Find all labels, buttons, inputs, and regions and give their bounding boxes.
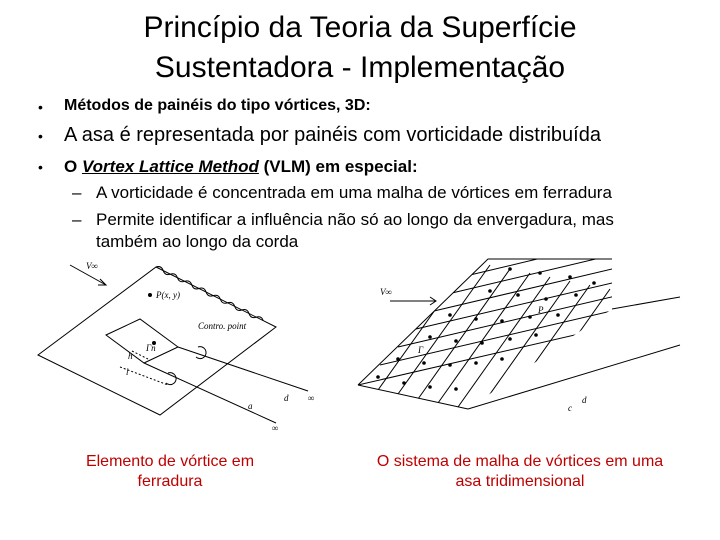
- h-label: h: [128, 351, 133, 361]
- sub-bullet-dash: –: [72, 183, 82, 202]
- trailing-line: [468, 345, 680, 409]
- point-label: P(x, y): [156, 290, 180, 300]
- c-label: c: [568, 403, 572, 413]
- infinity-label-1: ∞: [308, 393, 315, 403]
- horseshoe-panel: [106, 319, 178, 363]
- bullet-marker: •: [38, 159, 43, 175]
- trailing-line: [612, 297, 680, 309]
- sub-bullet-2-line-1: Permite identificar a influência não só ao longo da envergadura, mas: [96, 210, 614, 229]
- sub-bullet-2-line-2: também ao longo da corda: [96, 232, 299, 251]
- circulation-swirl: [196, 347, 206, 359]
- title-line-2: Sustentadora - Implementação: [154, 51, 566, 84]
- sub-bullet-dash: –: [72, 210, 82, 229]
- bullet-marker: •: [38, 99, 43, 115]
- p-label: P: [538, 305, 544, 315]
- bullet-3-prefix: O: [64, 157, 82, 176]
- control-point-label: Contro. point: [198, 321, 247, 331]
- left-figure-caption: [40, 452, 300, 492]
- gamma-label: Γ: [418, 345, 424, 355]
- title-line-1: Princípio da Teoria da Superfície: [143, 11, 577, 44]
- right-caption-line-1: O sistema de malha de vórtices em uma: [376, 453, 664, 470]
- l-label: l: [126, 367, 129, 377]
- lattice-grid: [358, 255, 680, 419]
- d-label: d: [582, 395, 587, 405]
- a-label: a: [248, 401, 253, 411]
- vlm-emphasis: Vortex Lattice Method: [81, 157, 259, 176]
- bullet-1-text: Métodos de painéis do tipo vórtices, 3D:: [64, 97, 371, 114]
- control-points: [376, 267, 596, 391]
- trailing-vortex-leg: [178, 347, 308, 391]
- wing-root-edge: [358, 385, 468, 409]
- bullet-3-text: [64, 157, 418, 177]
- left-caption-line-1: Elemento de vórtice em: [85, 453, 255, 470]
- bullet-2-text: A asa é representada por painéis com vorticidade distribuída: [64, 124, 601, 146]
- right-caption-line-2: asa tridimensional: [455, 473, 585, 490]
- infinity-label-2: ∞: [272, 423, 279, 433]
- bullet-3-suffix: (VLM) em especial:: [258, 157, 418, 176]
- vinf-label: V∞: [380, 287, 392, 297]
- trailing-vortex-leg: [144, 363, 276, 423]
- sub-bullet-1-text: A vorticidade é concentrada em uma malha de vórtices em ferradura: [96, 183, 612, 202]
- slide-title: [0, 8, 720, 88]
- field-point: [148, 293, 152, 297]
- gamma-label: Γn: [146, 343, 156, 353]
- horseshoe-vortex-figure: [28, 255, 328, 435]
- right-figure-caption: [340, 452, 700, 492]
- vinf-label: V∞: [86, 261, 98, 271]
- d-label: d: [284, 393, 289, 403]
- left-caption-line-2: ferradura: [137, 473, 203, 490]
- freestream-arrowhead: [98, 279, 106, 285]
- vortex-lattice-figure: [350, 255, 690, 425]
- circulation-swirl: [166, 373, 176, 385]
- bullet-marker: •: [38, 128, 43, 144]
